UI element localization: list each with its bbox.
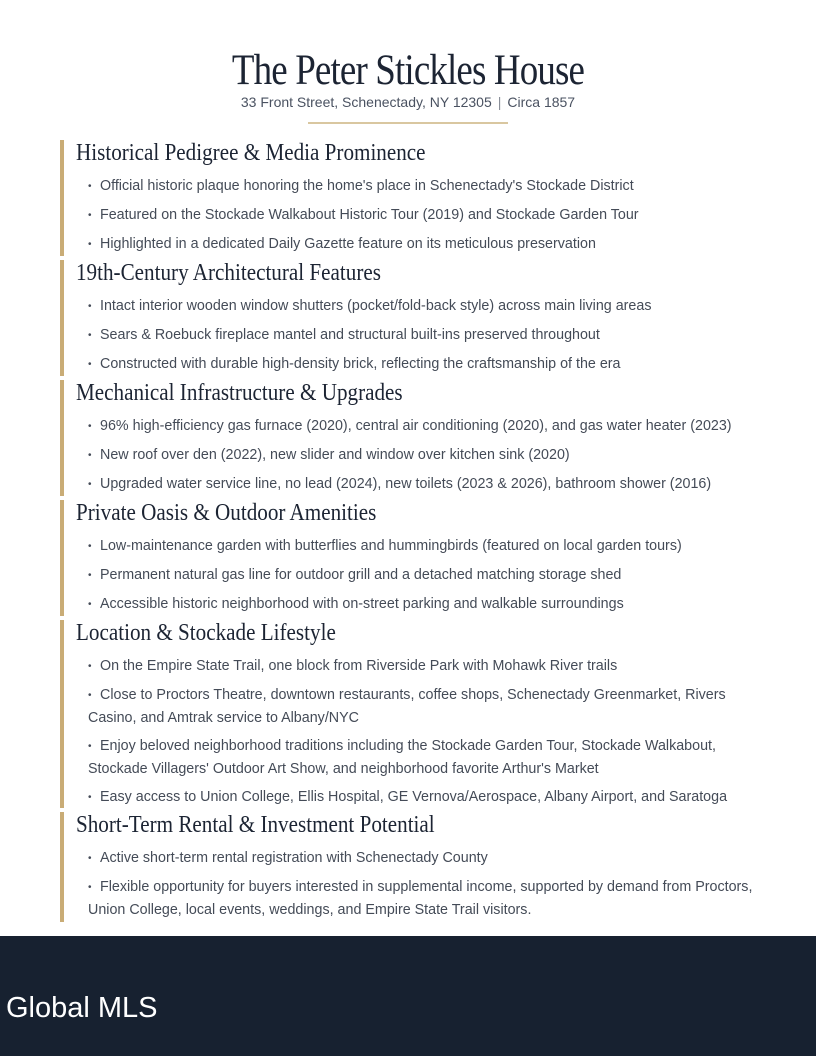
section-mechanical-upgrades	[60, 380, 760, 496]
list-item-text: Intact interior wooden window shutters (pocket/fold-back style) across main living areas	[100, 298, 652, 314]
list-item-text: New roof over den (2022), new slider and window over kitchen sink (2020)	[100, 447, 570, 463]
bullet-icon: •	[88, 330, 92, 341]
list-item	[76, 295, 760, 318]
list-item-text: Low-maintenance garden with butterflies and hummingbirds (featured on local garden tours)	[100, 538, 682, 554]
page-title: The Peter Stickles House	[231, 47, 585, 94]
list-item	[76, 175, 760, 198]
list-item	[76, 593, 760, 616]
bullet-icon: •	[88, 210, 92, 221]
section-historical-pedigree	[60, 140, 760, 256]
list-item	[76, 655, 760, 678]
list-item	[76, 233, 760, 256]
section-location-lifestyle	[60, 620, 760, 808]
page-subtitle	[0, 94, 816, 110]
section-heading: Historical Pedigree & Media Prominence	[76, 140, 426, 166]
list-item-text: Sears & Roebuck fireplace mantel and structural built-ins preserved throughout	[100, 327, 600, 343]
bullet-icon: •	[88, 792, 92, 803]
bullet-icon: •	[88, 853, 92, 864]
section-rental-investment	[60, 812, 760, 922]
list-item	[76, 324, 760, 347]
section-outdoor-amenities	[60, 500, 760, 616]
section-architectural-features	[60, 260, 760, 376]
list-item	[76, 535, 760, 558]
header	[0, 48, 816, 124]
list-item-text: Flexible opportunity for buyers interested in supplemental income, supported by demand from Proctors, Union College, local events, weddings, and Empire State Trail visitors.	[88, 879, 753, 918]
list-item-text: Enjoy beloved neighborhood traditions including the Stockade Garden Tour, Stockade Walkabout, Stockade Villagers' Outdoor Art Show, and neighborhood favorite Arthur's Market	[88, 738, 716, 777]
list-item-text: Upgraded water service line, no lead (2024), new toilets (2023 & 2026), bathroom shower (2016)	[100, 476, 712, 492]
circa-text: Circa 1857	[507, 94, 576, 110]
list-item	[76, 444, 760, 467]
list-item	[76, 876, 768, 921]
list-item-text: Highlighted in a dedicated Daily Gazette feature on its meticulous preservation	[100, 236, 596, 252]
list-item	[76, 353, 760, 376]
list-item-text: 96% high-efficiency gas furnace (2020), central air conditioning (2020), and gas water heater (2023)	[100, 418, 732, 434]
bullet-icon: •	[88, 450, 92, 461]
bullet-icon: •	[88, 599, 92, 610]
list-item-text: Active short-term rental registration with Schenectady County	[100, 850, 488, 866]
list-item	[76, 204, 760, 227]
subtitle-separator: |	[497, 94, 502, 110]
section-heading: Short-Term Rental & Investment Potential	[76, 812, 435, 838]
bullet-list	[76, 655, 760, 809]
bullet-icon: •	[88, 181, 92, 192]
list-item	[76, 786, 760, 809]
list-item	[76, 415, 760, 438]
title-divider	[308, 122, 508, 124]
bullet-icon: •	[88, 301, 92, 312]
bullet-icon: •	[88, 741, 92, 752]
list-item-text: Official historic plaque honoring the home's place in Schenectady's Stockade District	[100, 178, 634, 194]
list-item	[76, 847, 760, 870]
list-item-text: Permanent natural gas line for outdoor grill and a detached matching storage shed	[100, 567, 622, 583]
bullet-icon: •	[88, 690, 92, 701]
bullet-icon: •	[88, 661, 92, 672]
section-heading: Private Oasis & Outdoor Amenities	[76, 500, 377, 526]
bullet-list	[76, 847, 760, 921]
bullet-icon: •	[88, 541, 92, 552]
list-item	[76, 564, 760, 587]
section-heading: Mechanical Infrastructure & Upgrades	[76, 380, 403, 406]
mls-label: Global MLS	[6, 992, 158, 1024]
list-item-text: Accessible historic neighborhood with on-street parking and walkable surroundings	[100, 596, 624, 612]
bullet-list	[76, 175, 760, 256]
address-text: 33 Front Street, Schenectady, NY 12305	[240, 94, 492, 110]
list-item	[76, 473, 760, 496]
list-item-text: Close to Proctors Theatre, downtown restaurants, coffee shops, Schenectady Greenmarket, Rivers Casino, and Amtrak service to Albany/NYC	[88, 687, 726, 726]
bullet-icon: •	[88, 882, 92, 893]
list-item	[76, 684, 768, 729]
list-item-text: Easy access to Union College, Ellis Hospital, GE Vernova/Aerospace, Albany Airport, and Saratoga	[100, 789, 728, 805]
section-heading: Location & Stockade Lifestyle	[76, 620, 336, 646]
bullet-list	[76, 295, 760, 376]
bullet-list	[76, 415, 760, 496]
bullet-icon: •	[88, 359, 92, 370]
bullet-icon: •	[88, 570, 92, 581]
bullet-icon: •	[88, 421, 92, 432]
list-item	[76, 735, 768, 780]
list-item-text: On the Empire State Trail, one block from Riverside Park with Mohawk River trails	[100, 658, 618, 674]
bullet-icon: •	[88, 239, 92, 250]
bullet-icon: •	[88, 479, 92, 490]
section-heading: 19th-Century Architectural Features	[76, 260, 381, 286]
footer-bar	[0, 936, 816, 1056]
list-item-text: Featured on the Stockade Walkabout Historic Tour (2019) and Stockade Garden Tour	[100, 207, 639, 223]
list-item-text: Constructed with durable high-density brick, reflecting the craftsmanship of the era	[100, 356, 621, 372]
bullet-list	[76, 535, 760, 616]
